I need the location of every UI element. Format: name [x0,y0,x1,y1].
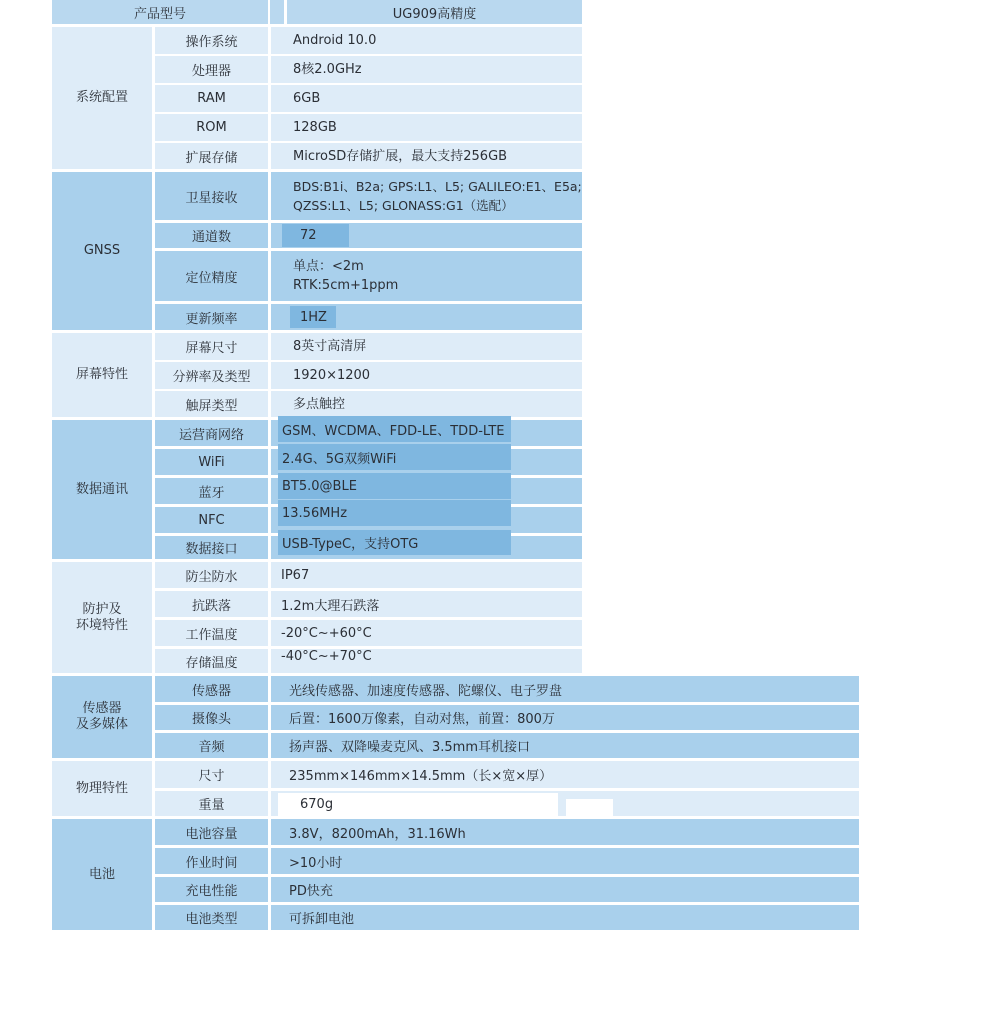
row-label-storage-temp: 存储温度 [155,649,268,673]
row-label-ip: 防尘防水 [155,562,268,588]
category-protection [52,562,152,673]
header-spacer [270,0,284,24]
category-protection-line1: 防护及 [82,601,122,617]
row-value-battery-capacity: 3.8V，8200mAh，31.16Wh [271,819,859,845]
row-label-battery-type: 电池类型 [155,905,268,930]
row-value-resolution: 1920×1200 [271,362,582,389]
row-value-rom: 128GB [271,114,582,141]
row-value-weight: 670g [300,797,334,812]
row-label-os: 操作系统 [155,27,268,54]
category-protection-line2: 环境特性 [75,617,128,633]
row-value-bluetooth: BT5.0@BLE [282,478,357,494]
row-value-storage-temp: -40°C~+70°C [271,649,582,673]
row-label-wifi: WiFi [155,449,268,475]
row-value-screen-size: 8英寸高清屏 [271,333,582,360]
row-value-carrier: GSM、WCDMA、FDD-LE、TDD-LTE [282,423,505,439]
row-label-screen-size: 屏幕尺寸 [155,333,268,360]
row-value-data-port: USB-TypeC，支持OTG [282,537,419,552]
category-system-config: 系统配置 [52,27,152,169]
row-label-update-rate: 更新频率 [155,304,268,330]
category-sensors-line2: 及多媒体 [75,717,128,732]
row-value-update-rate: 1HZ [300,309,327,325]
row-label-battery-capacity: 电池容量 [155,819,268,845]
row-label-drop: 抗跌落 [155,591,268,617]
row-label-resolution: 分辨率及类型 [155,362,268,389]
row-label-channels: 通道数 [155,223,268,248]
weight-white-box-small [566,799,613,816]
row-label-carrier: 运营商网络 [155,420,268,446]
row-value-audio: 扬声器、双降噪麦克风、3.5mm耳机接口 [271,733,859,758]
row-label-storage: 扩展存储 [155,143,268,169]
row-value-ram: 6GB [271,85,582,112]
category-data-comm: 数据通讯 [52,420,152,559]
row-value-charging: PD快充 [271,877,859,902]
row-label-work-time: 作业时间 [155,848,268,874]
row-value-accuracy-line1: 单点：<2m [293,259,364,274]
row-value-storage: MicroSD存储扩展，最大支持256GB [271,143,582,169]
row-value-size: 235mm×146mm×14.5mm（长×宽×厚） [271,761,859,788]
row-value-cpu: 8核2.0GHz [271,56,582,83]
row-value-work-temp: -20°C~+60°C [271,620,582,646]
row-value-sensors: 光线传感器、加速度传感器、陀螺仪、电子罗盘 [271,676,859,702]
row-value-camera: 后置：1600万像素，自动对焦，前置：800万 [271,705,859,730]
row-label-bluetooth: 蓝牙 [155,478,268,504]
row-label-rom: ROM [155,114,268,141]
category-battery: 电池 [52,819,152,930]
row-label-work-temp: 工作温度 [155,620,268,646]
row-value-channels: 72 [300,228,317,243]
row-value-satellite-line2: QZSS:L1、L5; GLONASS:G1（选配） [293,198,514,213]
row-label-touch: 触屏类型 [155,391,268,417]
row-value-touch: 多点触控 [271,391,582,417]
header-model-label: 产品型号 [52,0,268,24]
row-value-satellite-line1: BDS:B1i、B2a; GPS:L1、L5; GALILEO:E1、E5a; [293,179,582,194]
row-label-satellite-text: 卫星接收 [185,190,238,206]
category-screen: 屏幕特性 [52,333,152,417]
row-label-satellite [155,172,268,220]
row-value-nfc: 13.56MHz [282,505,348,521]
header-model-value: UG909高精度 [287,0,582,24]
row-label-sensors: 传感器 [155,676,268,702]
row-label-cpu: 处理器 [155,56,268,83]
row-value-os: Android 10.0 [271,27,582,54]
row-value-accuracy-line2: RTK:5cm+1ppm [293,278,399,293]
row-label-weight: 重量 [155,791,268,816]
category-gnss: GNSS [52,172,152,330]
row-value-wifi: 2.4G、5G双频WiFi [282,451,397,467]
row-value-work-time: >10小时 [271,848,859,874]
row-label-accuracy: 定位精度 [155,251,268,301]
row-value-ip: IP67 [271,562,582,588]
row-label-nfc: NFC [155,507,268,533]
row-label-charging: 充电性能 [155,877,268,902]
row-label-camera: 摄像头 [155,705,268,730]
row-label-data-port: 数据接口 [155,536,268,559]
category-sensors-line1: 传感器 [82,701,122,716]
row-label-size: 尺寸 [155,761,268,788]
row-value-drop: 1.2m大理石跌落 [271,591,582,617]
row-value-satellite [271,172,582,220]
category-physical: 物理特性 [52,761,152,816]
row-value-accuracy [271,251,582,301]
row-value-battery-type: 可拆卸电池 [271,905,859,930]
row-label-ram: RAM [155,85,268,112]
row-label-audio: 音频 [155,733,268,758]
category-sensors [52,676,152,758]
